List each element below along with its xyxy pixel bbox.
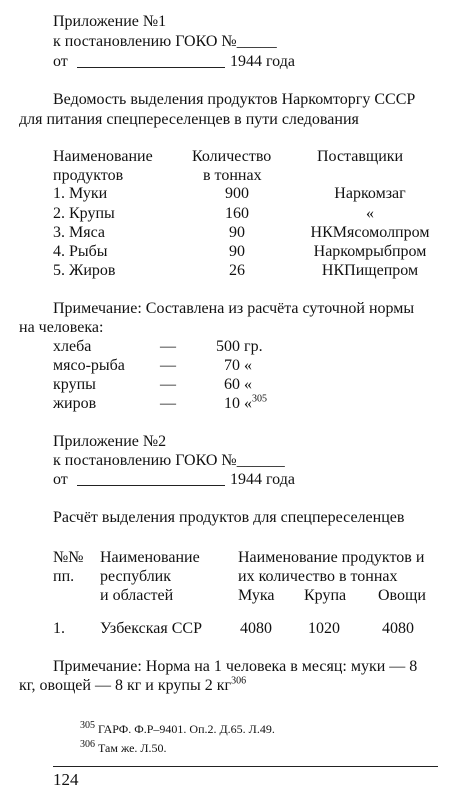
norm-value-with-ref	[224, 394, 267, 413]
norm-value: 60 «	[224, 376, 252, 393]
col-header-qty-2: в тоннах	[203, 167, 262, 184]
table-row-name: 4. Рыбы	[53, 243, 108, 260]
appendix1-resolution: к постановлению ГОКО №_____	[53, 33, 277, 50]
table-row-supplier: Наркомрыбпром	[313, 243, 427, 260]
appendix1-note-line1: Примечание: Составлена из расчёта суточной нормы	[53, 300, 415, 317]
table-row-vegetables: 4080	[382, 620, 414, 637]
appendix2-note-text: кг, овощей — 8 кг и крупы 2 кг	[19, 677, 232, 694]
table-row-qty: 26	[229, 262, 245, 279]
appendix1-title: Приложение №1	[53, 13, 167, 30]
table-row-supplier: НКПищепром	[321, 262, 419, 279]
footnote	[80, 722, 275, 737]
table-row-name: 3. Мяса	[53, 224, 105, 241]
footnote-number: 305	[80, 720, 95, 731]
page-divider	[53, 766, 438, 767]
col-header-republic-3: и областей	[100, 587, 174, 604]
table-row-qty: 90	[229, 224, 245, 241]
table-row-flour: 4080	[240, 620, 272, 637]
table-row-name: 1. Муки	[53, 185, 108, 202]
table-row-supplier: НКМясомолпром	[310, 224, 430, 241]
appendix2-note-line1: Примечание: Норма на 1 человека в месяц: муки — 8	[53, 658, 418, 675]
table-row-name: 2. Крупы	[53, 205, 115, 222]
footnote-text: ГАРФ. Ф.Р–9401. Оп.2. Д.65. Л.49.	[98, 722, 275, 736]
appendix2-date-suffix: 1944 года	[230, 471, 295, 488]
col-header-name: Наименование	[53, 148, 153, 165]
col-header-flour: Мука	[238, 587, 275, 604]
appendix2-title: Приложение №2	[53, 433, 167, 450]
col-header-supplier: Поставщики	[317, 148, 404, 165]
appendix1-heading-line2: для питания спецпереселенцев в пути следования	[19, 111, 359, 128]
appendix1-heading-line1: Ведомость выделения продуктов Наркомторгу СССР	[53, 91, 416, 108]
footnote-ref: 305	[252, 393, 267, 405]
appendix1-date-prefix: от	[53, 53, 68, 70]
table-row-qty: 90	[229, 243, 245, 260]
norm-item: мясо-рыба	[53, 357, 125, 374]
col-header-republic-2: республик	[100, 568, 172, 585]
norm-item: жиров	[53, 395, 97, 412]
table-row-qty: 900	[225, 185, 249, 202]
table-row-supplier: Наркомзаг	[334, 185, 406, 202]
table-row-groats: 1020	[308, 620, 340, 637]
norm-dash: —	[160, 376, 176, 393]
col-header-products-2: их количество в тоннах	[238, 568, 398, 585]
col-header-vegetables: Овощи	[378, 587, 426, 604]
table-row-qty: 160	[225, 205, 249, 222]
norm-dash: —	[160, 395, 176, 412]
footnote-text: Там же. Л.50.	[98, 741, 167, 755]
col-header-groats: Крупа	[304, 587, 347, 604]
table-row-region: Узбекская ССР	[100, 620, 202, 637]
appendix1-date-suffix: 1944 года	[230, 53, 295, 70]
appendix2-resolution: к постановлению ГОКО №______	[53, 452, 285, 469]
appendix2-heading: Расчёт выделения продуктов для спецпереселенцев	[53, 509, 405, 526]
table-row-num: 1.	[53, 620, 65, 637]
col-header-name-2: продуктов	[53, 167, 124, 184]
appendix1-note-line2: на человека:	[19, 319, 104, 336]
table-row-name: 5. Жиров	[53, 262, 116, 279]
footnote	[80, 741, 167, 756]
norm-item: хлеба	[53, 338, 92, 355]
footnote-number: 306	[80, 739, 95, 750]
col-header-num: №№	[53, 549, 84, 566]
footnote-ref: 306	[231, 675, 247, 687]
col-header-republic: Наименование	[100, 549, 200, 566]
norm-item: крупы	[53, 376, 96, 393]
norm-value: 500 гр.	[216, 338, 263, 355]
page-number: 124	[53, 770, 79, 789]
appendix2-date-prefix: от	[53, 471, 68, 488]
norm-dash: —	[160, 357, 176, 374]
col-header-num-2: пп.	[53, 568, 75, 585]
col-header-qty: Количество	[192, 148, 272, 165]
appendix2-note-line2	[19, 676, 246, 695]
norm-dash: —	[160, 338, 176, 355]
date-blank-line	[77, 485, 225, 486]
norm-value: 70 «	[224, 357, 252, 374]
date-blank-line	[77, 67, 225, 68]
col-header-products: Наименование продуктов и	[238, 549, 425, 566]
table-row-supplier: «	[366, 205, 374, 222]
norm-value: 10 «	[224, 395, 252, 412]
